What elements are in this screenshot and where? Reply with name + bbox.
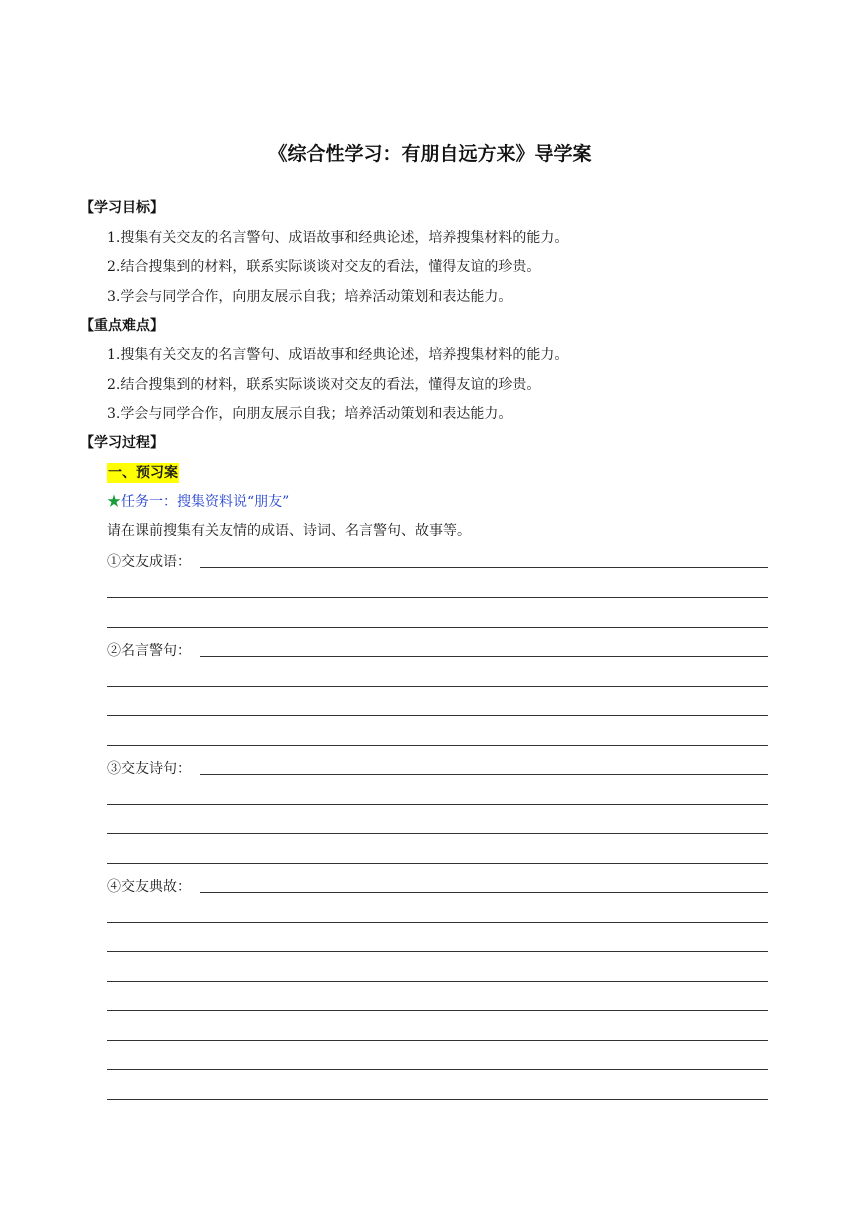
key-point-item: 2.结合搜集到的材料，联系实际谈谈对交友的看法，懂得友谊的珍贵。: [107, 377, 541, 393]
field-label-allusions: ④交友典故：: [107, 879, 191, 895]
answer-line[interactable]: [107, 951, 768, 952]
answer-line-allusions-first[interactable]: [200, 892, 768, 893]
star-icon: ★: [107, 494, 121, 510]
answer-line-idioms-first[interactable]: [200, 567, 768, 568]
answer-line[interactable]: [107, 1040, 768, 1041]
task-one-label: 任务一：搜集资料说“朋友”: [121, 494, 290, 510]
section-heading-key-points: 【重点难点】: [80, 318, 164, 334]
answer-line[interactable]: [107, 1099, 768, 1100]
section-heading-process: 【学习过程】: [80, 435, 164, 451]
answer-line-poems-first[interactable]: [200, 774, 768, 775]
document-title: 《综合性学习：有朋自远方来》导学案: [268, 143, 592, 165]
section-heading-goals: 【学习目标】: [80, 200, 164, 216]
goal-item: 2.结合搜集到的材料，联系实际谈谈对交友的看法，懂得友谊的珍贵。: [107, 259, 541, 275]
answer-line[interactable]: [107, 981, 768, 982]
answer-line[interactable]: [107, 715, 768, 716]
goal-item: 1.搜集有关交友的名言警句、成语故事和经典论述，培养搜集材料的能力。: [107, 230, 569, 246]
answer-line[interactable]: [107, 686, 768, 687]
answer-line[interactable]: [107, 1010, 768, 1011]
answer-line[interactable]: [107, 863, 768, 864]
answer-line[interactable]: [107, 833, 768, 834]
field-label-poems: ③交友诗句：: [107, 761, 191, 777]
task-one-title: [107, 492, 289, 512]
field-label-quotes: ②名言警句：: [107, 643, 191, 659]
answer-line[interactable]: [107, 922, 768, 923]
goal-item: 3.学会与同学合作，向朋友展示自我；培养活动策划和表达能力。: [107, 289, 513, 305]
answer-line[interactable]: [107, 597, 768, 598]
answer-line[interactable]: [107, 745, 768, 746]
key-point-item: 1.搜集有关交友的名言警句、成语故事和经典论述，培养搜集材料的能力。: [107, 347, 569, 363]
field-label-idioms: ①交友成语：: [107, 554, 191, 570]
key-point-item: 3.学会与同学合作，向朋友展示自我；培养活动策划和表达能力。: [107, 406, 513, 422]
answer-line[interactable]: [107, 1069, 768, 1070]
answer-line-quotes-first[interactable]: [200, 656, 768, 657]
answer-line[interactable]: [107, 804, 768, 805]
preview-sub-heading: 一、预习案: [108, 465, 178, 481]
answer-line[interactable]: [107, 627, 768, 628]
task-instruction: 请在课前搜集有关友情的成语、诗词、名言警句、故事等。: [107, 523, 471, 539]
